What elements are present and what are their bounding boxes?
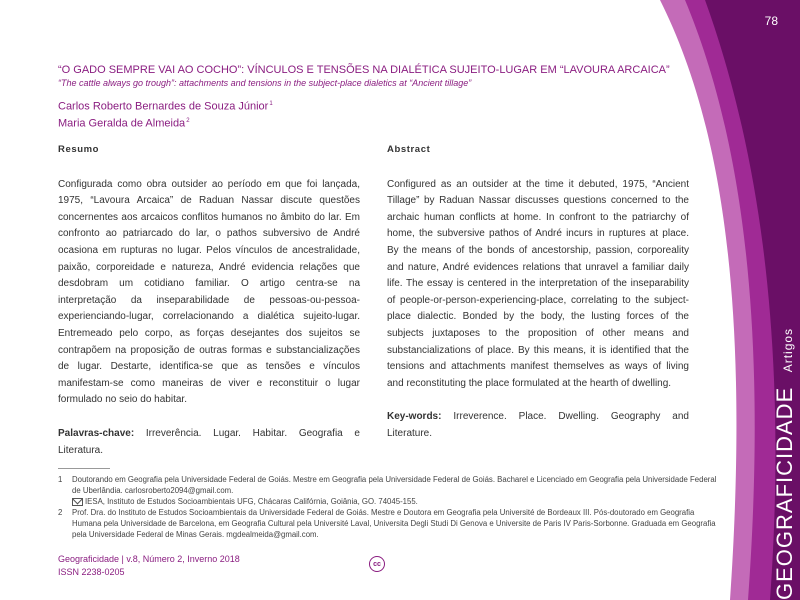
footnote-divider bbox=[58, 468, 110, 469]
journal-issn: ISSN 2238-0205 bbox=[58, 567, 125, 577]
article-title-en: “The cattle always go trough”: attachments and tensions in the subject-place dialetics at “Ancient tillage” bbox=[58, 78, 472, 88]
author-list bbox=[58, 97, 273, 130]
abstract-pt bbox=[58, 142, 360, 459]
author-1: Carlos Roberto Bernardes de Souza Júnior$^1$ bbox=[58, 100, 273, 113]
page-number: 78 bbox=[764, 14, 778, 28]
footnote-ref: 2 bbox=[186, 117, 190, 124]
author-2: Maria Geralda de Almeida$^2$ bbox=[58, 117, 190, 130]
article-title-pt: “O GADO SEMPRE VAI AO COCHO”: VÍNCULOS E TENSÕES NA DIALÉTICA SUJEITO-LUGAR EM “LAVOURA ARCAICA” bbox=[58, 64, 670, 76]
abstract-en bbox=[387, 142, 689, 443]
footnote-ref: 1 bbox=[269, 101, 273, 107]
footnote-1: 1 Doutorando em Geografia pela Universidade Federal de Goiás. Mestre em Geografia pela Universidade Federal de Goiás. Bacharel e Licenciado em Geografia pela Universidade Federal de Uberlândia. carlosroberto2094@gmail.com. IESA, Instituto de Estudos Socioambientais UFG, Chácaras Califórnia, Goiânia, GO. 74045-155. bbox=[58, 475, 717, 506]
journal-name: GEOGRAFICIDADE bbox=[772, 386, 797, 600]
footnotes bbox=[58, 474, 718, 540]
creative-commons-icon: cc bbox=[369, 556, 385, 572]
author-1-address: IESA, Instituto de Estudos Socioambientais UFG, Chácaras Califórnia, Goiânia, GO. 74045-155. bbox=[85, 497, 418, 506]
section-name: Artigos bbox=[781, 327, 795, 373]
abstract-en-text: Configured as an outsider at the time it debuted, 1975, “Ancient Tillage” by Raduan Nassar discusses questions concerned to the archaic human conflicts at home. In confront to the patriarchy of home, the subversive pathos of André incurs in ruptures at place. By the means of the bonds of ancestorship, passion, corporeality and nature, André evidences relations that unravel a familiar daily life. The essay is centered in the interpretation of the inseparability of people-or-person-experiencing-place, correlating to the subject-place dialectic. Bonded by the body, the lusting forces of the subjects juxtaposes to the proposition of other means and substancializations of place. By this means, it is identified that the tensions and attachments manifest themselves as ways of living and reconstituting the place formulated at the hearth of dwelling. bbox=[387, 178, 689, 389]
abstract-en-heading: Abstract bbox=[387, 144, 431, 155]
footnote-2: 2 Prof. Dra. do Instituto de Estudos Socioambientais da Universidade Federal de Goiás. Mestre e Doutora em Geografia pela Université de Bordeaux III. Pós-doutorado em Geografia Humana pela Universidade de Barcelona, em Geografia Cultural pela Université Laval, Universita Degli Studi Di Genova e Universite de Paris IV Paris-Sorbonne. Graduada em Geografia pela Universidade Federal de Minas Gerais. mgdealmeida@gmail.com. bbox=[58, 508, 716, 539]
keywords-pt: Palavras-chave: Irreverência. Lugar. Habitar. Geografia e Literatura. bbox=[58, 427, 360, 456]
abstract-pt-heading: Resumo bbox=[58, 144, 100, 155]
journal-issue: Geograficidade | v.8, Número 2, Inverno 2018 bbox=[58, 554, 240, 564]
journal-brand bbox=[772, 328, 798, 600]
abstract-pt-text: Configurada como obra outsider ao período em que foi lançada, 1975, “Lavoura Arcaica” de Raduan Nassar discute questões concernentes aos arcaicos conflitos humanos no âmbito do lar. Em confronto ao patriarcado do lar, o pathos subversivo de André ocasiona em rupturas no lugar. Pelos vínculos de ancestralidade, paixão, corporeidade e natureza, André evidencia relações que desdobram um cotidiano familiar. O artigo centra-se na interpretação da inseparabilidade de pessoas-ou-pessoa-experienciando-lugar, correlacionando a dialética sujeito-lugar. Entremeado pelo corpo, as forças desejantes dos sujeitos se contrapõem na proposição de outras formas e substancializações de lugar. Destarte, identifica-se que as tensões e vínculos manifestam-se como maneiras de viver e reconstituir o lugar formulado no seio do habitar. bbox=[58, 178, 360, 406]
mail-icon bbox=[72, 498, 83, 506]
journal-footer bbox=[58, 553, 240, 579]
keywords-en: Key-words: Irreverence. Place. Dwelling. Geography and Literature. bbox=[387, 411, 689, 439]
